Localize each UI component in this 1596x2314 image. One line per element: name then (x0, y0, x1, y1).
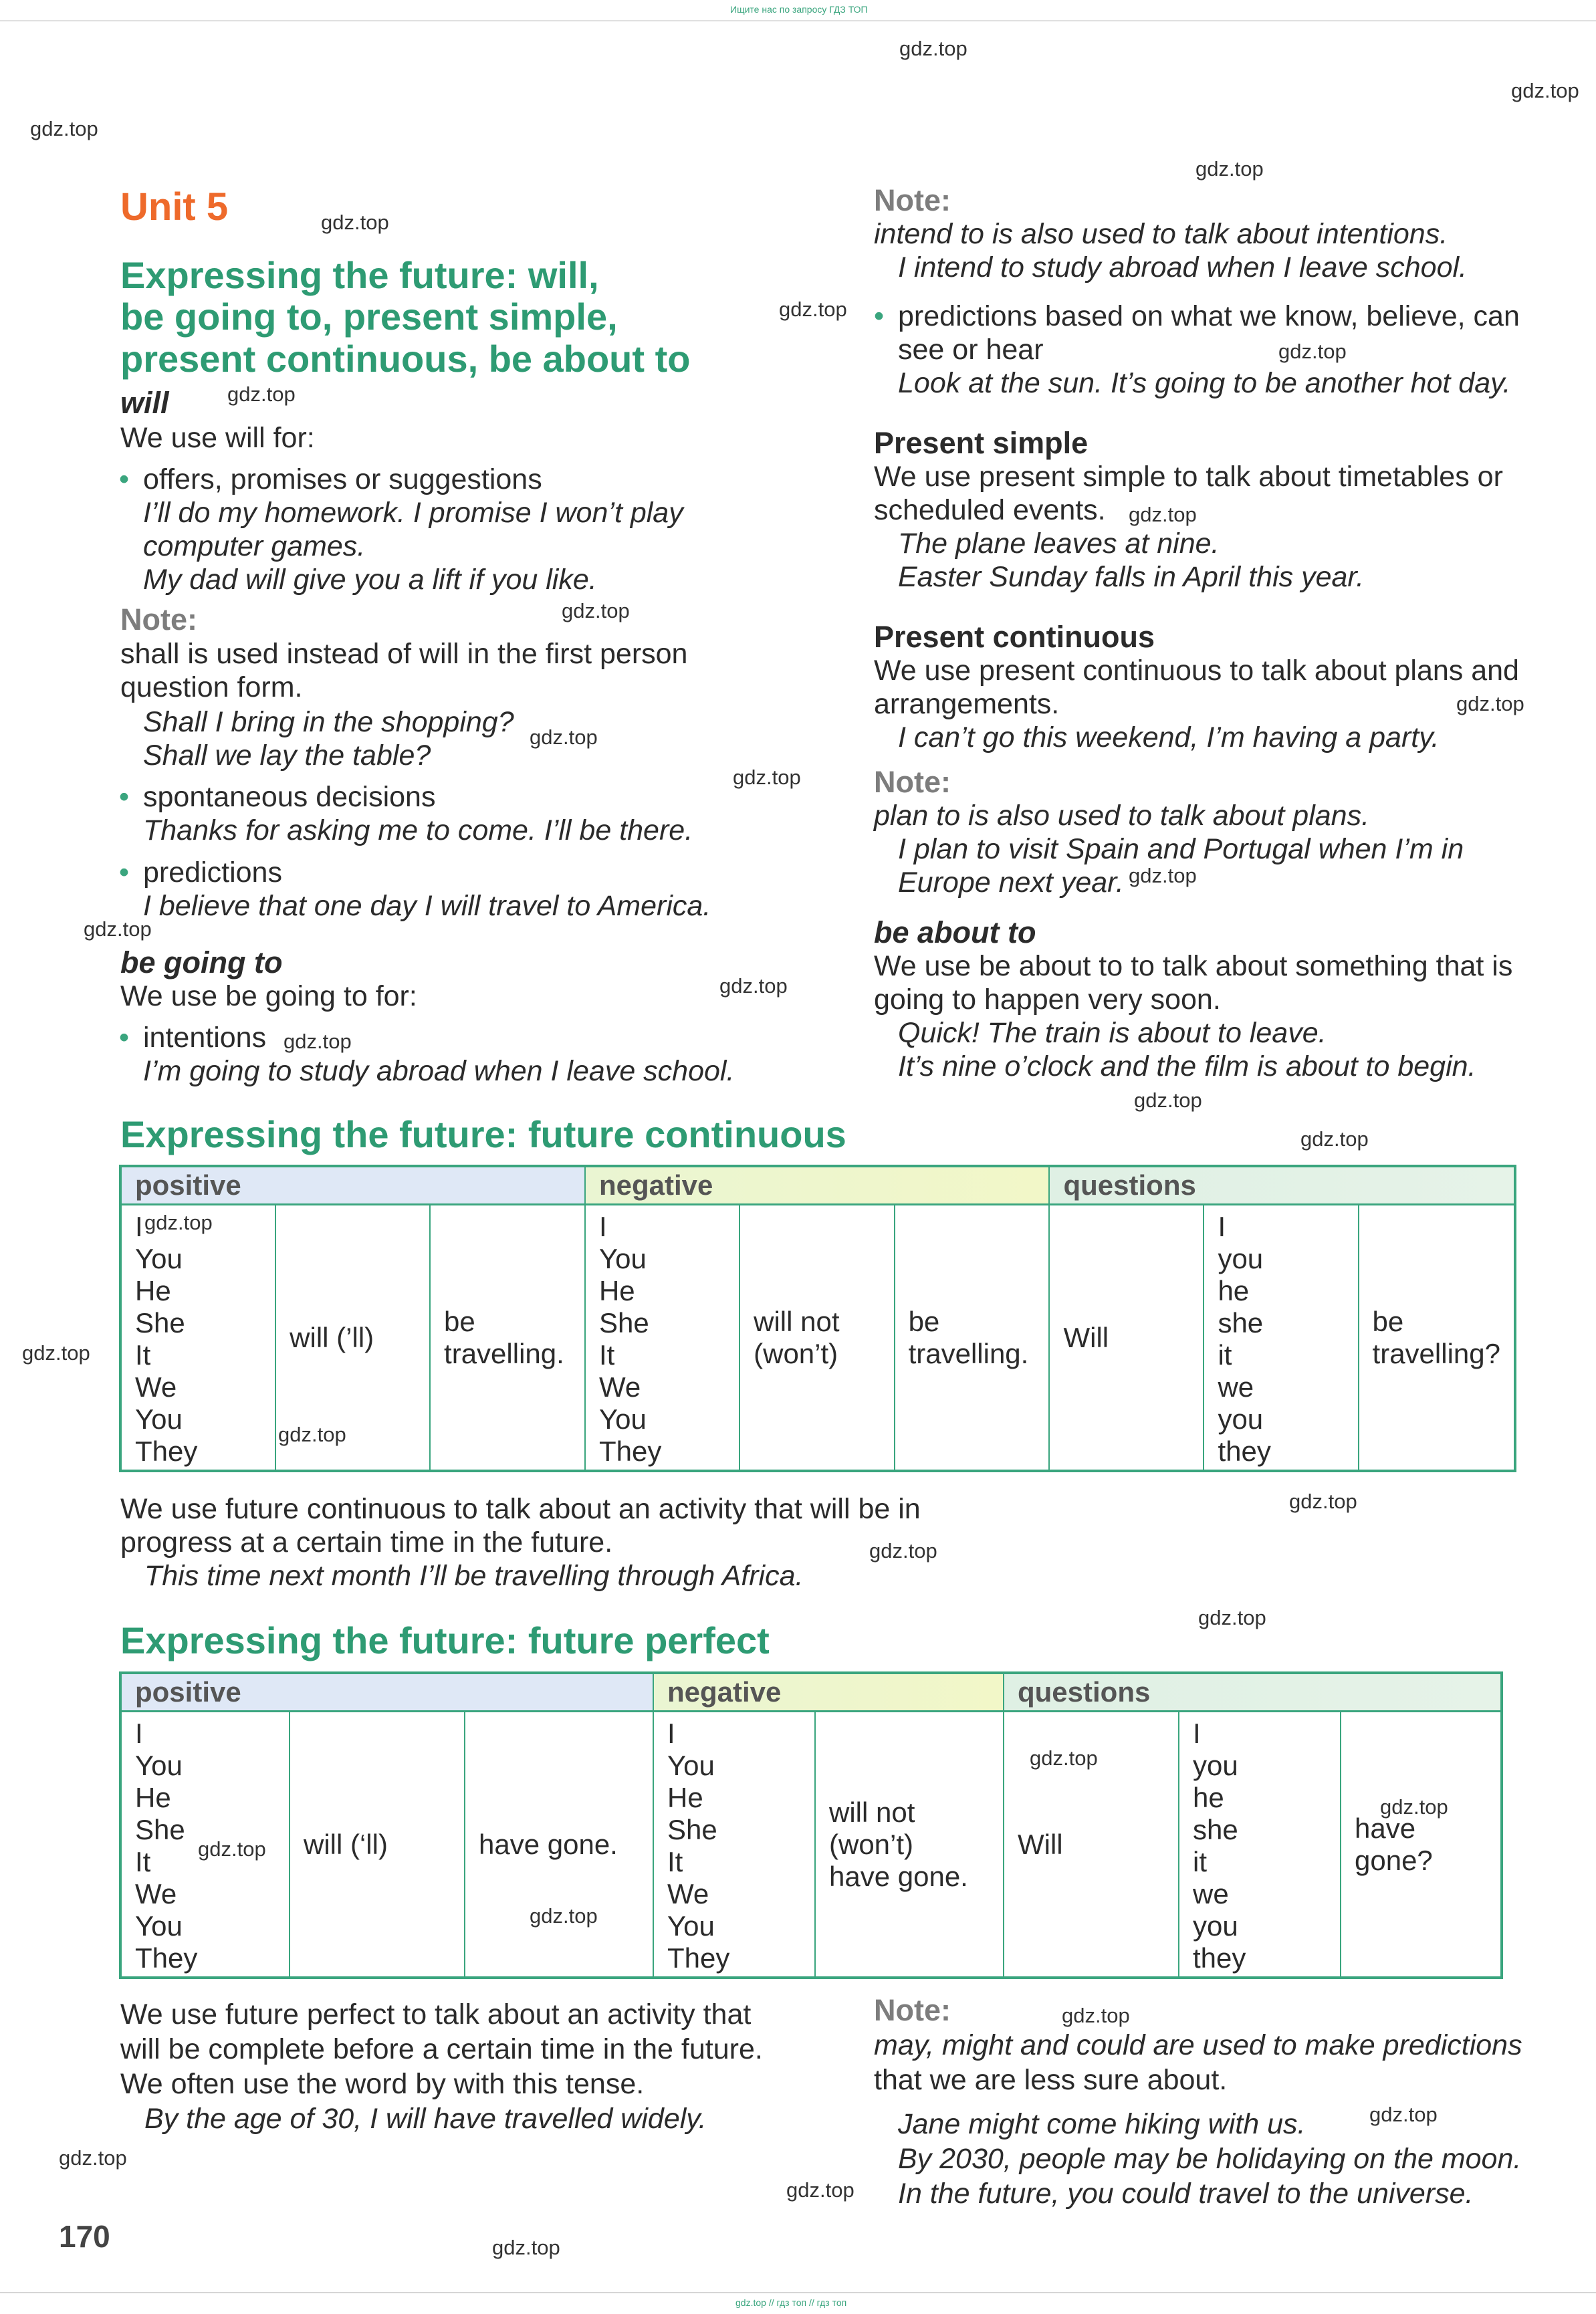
future-perfect-example: By the age of 30, I will have travelled widely. (144, 2103, 707, 2135)
watermark: gdz.top (59, 2146, 127, 2170)
be-about-to-text: We use be about to to talk about something that is (874, 950, 1513, 982)
positive-auxiliary: will (‘ll) (290, 1712, 465, 1978)
going-to-example: I’m going to study abroad when I leave school. (143, 1055, 735, 1087)
will-example: computer games. (143, 530, 366, 562)
note-text: that we are less sure about. (874, 2064, 1228, 2096)
going-to-bullet-intentions: • intentions (143, 1021, 266, 1054)
going-to-bullet-predictions: • predictions based on what we know, believe, can (898, 300, 1520, 333)
header-negative: negative (653, 1673, 1004, 1712)
watermark: gdz.top (1380, 1795, 1448, 1819)
positive-auxiliary: will (’ll) (275, 1205, 430, 1472)
watermark: gdz.top (1198, 1606, 1266, 1629)
will-example: I believe that one day I will travel to America. (143, 890, 711, 922)
header-positive: positive (120, 1166, 585, 1205)
future-continuous-heading: Expressing the future: future continuous (120, 1113, 846, 1155)
note-label: Note: (874, 183, 951, 217)
section1-heading-line2: be going to, present simple, (120, 296, 618, 338)
watermark: gdz.top (144, 1211, 213, 1234)
future-perfect-explanation: will be complete before a certain time in the future. (120, 2033, 763, 2065)
pronoun-list: I You He She It We You They (585, 1205, 739, 1472)
watermark: gdz.top (562, 599, 630, 622)
future-continuous-explanation: We use future continuous to talk about an activity that will be in (120, 1493, 921, 1525)
pronoun-list: I you he she it we you they (1179, 1712, 1341, 1978)
watermark: gdz.top (733, 766, 801, 789)
note-example: I plan to visit Spain and Portugal when I’m in (898, 833, 1464, 865)
watermark: gdz.top (227, 382, 296, 406)
present-simple-text: scheduled events. (874, 494, 1106, 526)
future-perfect-table (119, 1671, 1503, 1979)
note-text: plan to is also used to talk about plans. (874, 800, 1370, 832)
note-example: Shall we lay the table? (143, 739, 431, 772)
watermark: gdz.top (1129, 503, 1197, 526)
watermark: gdz.top (719, 974, 788, 998)
watermark: gdz.top (1195, 157, 1264, 181)
watermark: gdz.top (869, 1539, 937, 1563)
will-bullet-offers: • offers, promises or suggestions (143, 463, 542, 496)
going-to-example: Look at the sun. It’s going to be another hot day. (898, 367, 1511, 399)
watermark: gdz.top (283, 1030, 352, 1053)
pronoun-list: I You He She It We You They (653, 1712, 815, 1978)
will-bullet-decisions: • spontaneous decisions (143, 780, 435, 814)
watermark: gdz.top (530, 725, 598, 749)
will-example: Thanks for asking me to come. I’ll be there. (143, 814, 693, 846)
note-example: Shall I bring in the shopping? (143, 706, 514, 738)
be-about-to-title: be about to (874, 915, 1036, 949)
watermark: gdz.top (22, 1341, 90, 1365)
watermark: gdz.top (899, 37, 967, 60)
watermark: gdz.top (198, 1837, 266, 1861)
watermark: gdz.top (1030, 1746, 1098, 1770)
top-divider (0, 20, 1596, 21)
positive-verb: be travelling. (430, 1205, 585, 1472)
note-text: may, might and could are used to make predictions (874, 2029, 1522, 2061)
negative-verb: be travelling. (895, 1205, 1050, 1472)
note-example: By 2030, people may be holidaying on the moon. (898, 2143, 1522, 2175)
note-label: Note: (874, 765, 951, 799)
pronoun-list: I You He She It We You They (135, 1718, 198, 1974)
watermark: gdz.top (321, 211, 389, 234)
present-simple-title: Present simple (874, 426, 1089, 460)
watermark: gdz.top (1062, 2004, 1130, 2027)
note-label: Note: (120, 602, 197, 637)
watermark: gdz.top (1129, 864, 1197, 887)
pronoun-list: I you he she it we you they (1204, 1205, 1358, 1472)
present-continuous-text: We use present continuous to talk about plans and (874, 655, 1519, 687)
note-example: In the future, you could travel to the universe. (898, 2178, 1474, 2210)
going-to-bullet-text: see or hear (898, 334, 1044, 366)
header-questions: questions (1004, 1673, 1502, 1712)
note-example: I intend to study abroad when I leave school. (898, 251, 1467, 283)
will-bullet-predictions: • predictions (143, 856, 282, 889)
present-simple-example: The plane leaves at nine. (898, 528, 1220, 560)
top-banner: Ищите нас по запросу ГДЗ ТОП (730, 4, 868, 15)
note-example: Jane might come hiking with us. (898, 2108, 1306, 2140)
note-text: intend to is also used to talk about intentions. (874, 218, 1448, 250)
note-example: Europe next year. (898, 866, 1124, 899)
watermark: gdz.top (492, 2236, 560, 2259)
going-to-intro: We use be going to for: (120, 980, 417, 1012)
watermark: gdz.top (84, 917, 152, 941)
present-continuous-example: I can’t go this weekend, I’m having a party. (898, 721, 1440, 754)
watermark: gdz.top (30, 117, 98, 140)
note-label: Note: (874, 1993, 951, 2027)
present-continuous-title: Present continuous (874, 620, 1155, 654)
watermark: gdz.top (1456, 692, 1524, 715)
will-example: My dad will give you a lift if you like. (143, 564, 597, 596)
be-about-to-text: going to happen very soon. (874, 984, 1221, 1016)
negative-auxiliary: will not (won’t) (739, 1205, 894, 1472)
pronoun-list: I You He She It We You They (135, 1211, 198, 1467)
future-perfect-explanation: We use future perfect to talk about an activity that (120, 1998, 752, 2031)
will-example: I’ll do my homework. I promise I won’t play (143, 497, 683, 529)
future-continuous-table (119, 1165, 1516, 1472)
unit-title: Unit 5 (120, 185, 229, 229)
question-auxiliary: Will (1004, 1712, 1179, 1978)
question-verb: have gone? (1341, 1712, 1502, 1978)
present-simple-example: Easter Sunday falls in April this year. (898, 561, 1365, 593)
future-continuous-example: This time next month I’ll be travelling through Africa. (144, 1560, 804, 1592)
watermark: gdz.top (278, 1423, 346, 1446)
future-perfect-explanation: We often use the word by with this tense. (120, 2068, 645, 2100)
question-verb: be travelling? (1359, 1205, 1515, 1472)
will-intro: We use will for: (120, 422, 315, 454)
note-text: question form. (120, 671, 303, 703)
future-perfect-heading: Expressing the future: future perfect (120, 1619, 770, 1661)
header-negative: negative (585, 1166, 1050, 1205)
going-to-title: be going to (120, 945, 283, 979)
bottom-banner: gdz.top // гдз топ // гдз топ (735, 2297, 847, 2308)
header-questions: questions (1049, 1166, 1515, 1205)
watermark: gdz.top (530, 1904, 598, 1928)
will-title: will (120, 386, 169, 420)
future-continuous-explanation: progress at a certain time in the future. (120, 1526, 613, 1558)
watermark: gdz.top (1369, 2103, 1438, 2126)
section1-heading-line3: present continuous, be about to (120, 338, 691, 380)
watermark: gdz.top (1300, 1127, 1369, 1151)
negative-verb: will not (won’t) have gone. (815, 1712, 1004, 1978)
watermark: gdz.top (1134, 1088, 1202, 1112)
watermark: gdz.top (779, 298, 847, 321)
bottom-divider (0, 2292, 1596, 2293)
present-continuous-text: arrangements. (874, 688, 1060, 720)
header-positive: positive (120, 1673, 653, 1712)
positive-verb: have gone. (465, 1712, 653, 1978)
be-about-to-example: It’s nine o’clock and the film is about to begin. (898, 1050, 1476, 1082)
page-number: 170 (59, 2219, 110, 2254)
watermark: gdz.top (1289, 1490, 1357, 1513)
question-auxiliary: Will (1049, 1205, 1204, 1472)
be-about-to-example: Quick! The train is about to leave. (898, 1017, 1327, 1049)
watermark: gdz.top (1511, 79, 1579, 102)
section1-heading-line1: Expressing the future: will, (120, 254, 599, 296)
watermark: gdz.top (1278, 340, 1347, 363)
note-text: shall is used instead of will in the first person (120, 638, 688, 670)
watermark: gdz.top (786, 2178, 854, 2202)
present-simple-text: We use present simple to talk about timetables or (874, 461, 1503, 493)
